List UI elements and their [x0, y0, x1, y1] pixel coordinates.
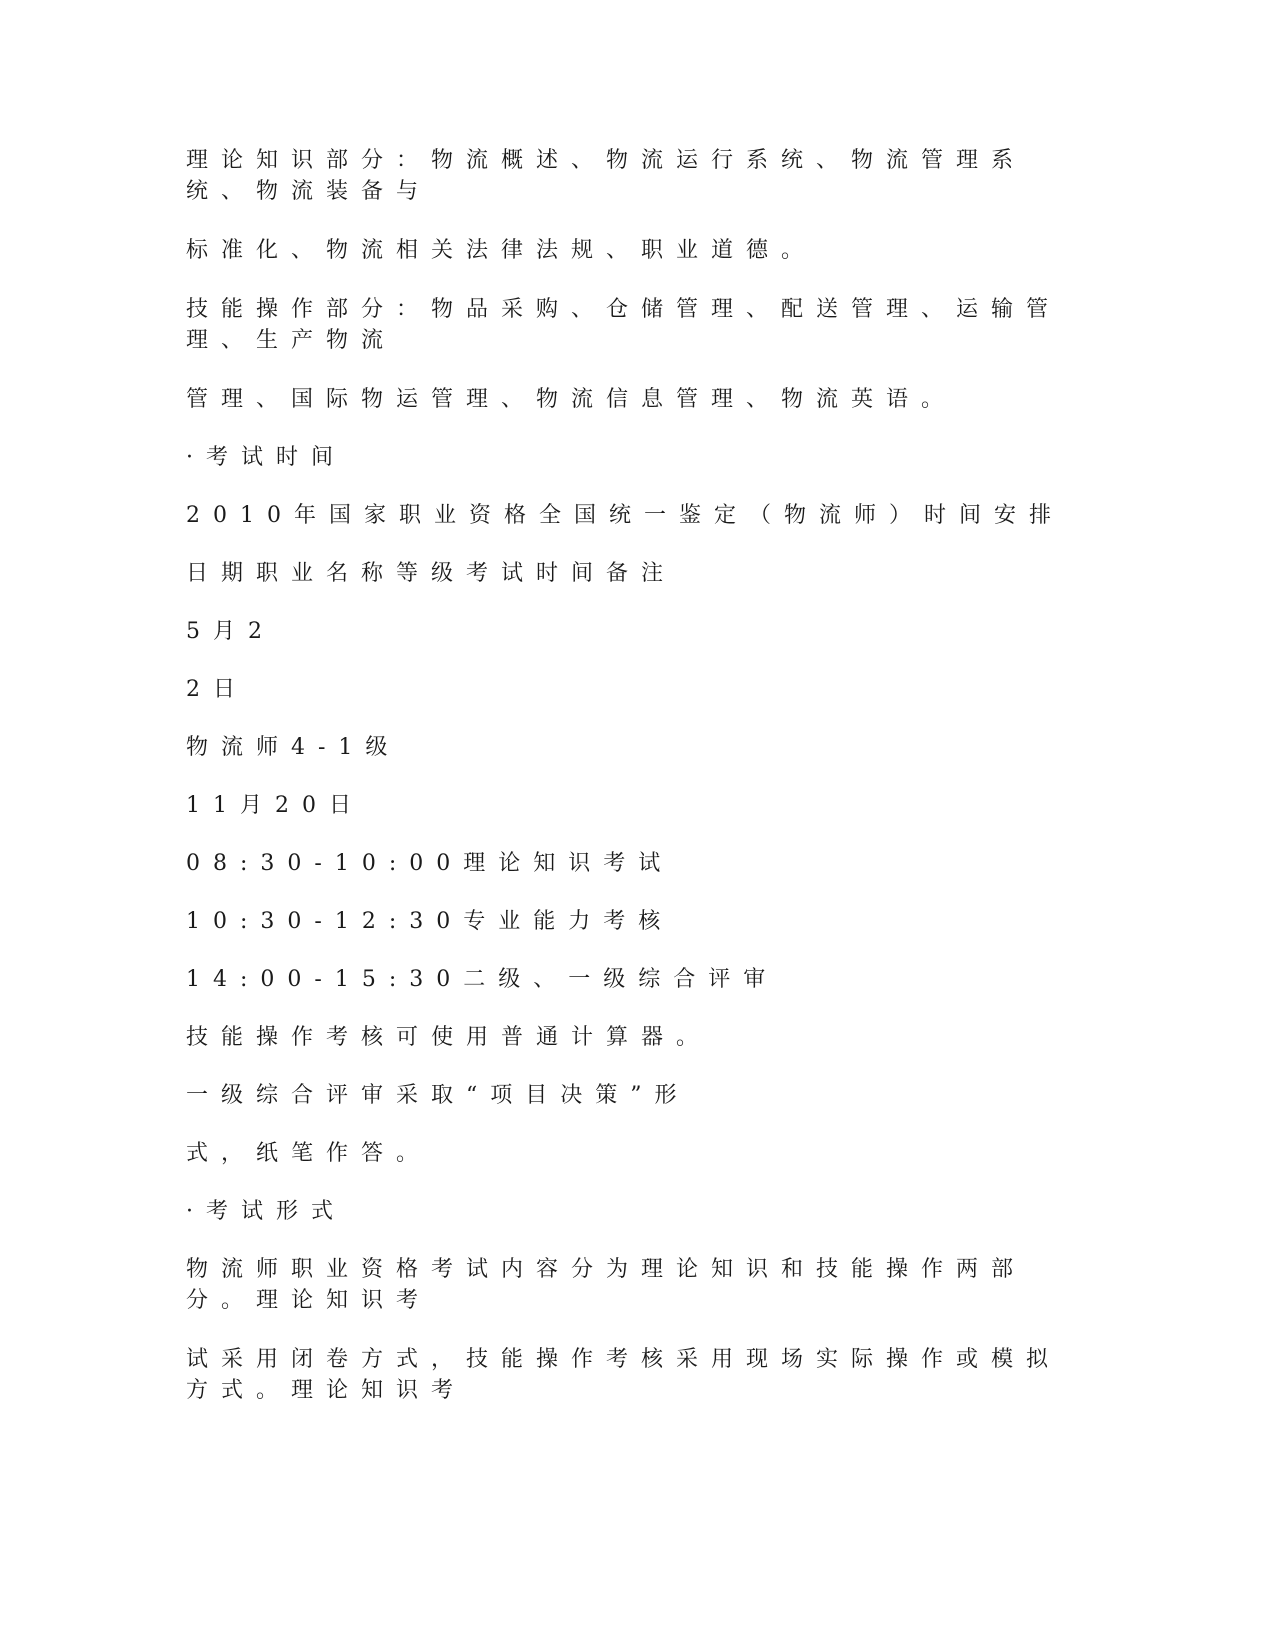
schedule-exam-date: 11月20日	[186, 793, 364, 818]
document-page	[186, 145, 1086, 1406]
paragraph-exam-format: 物流师职业资格考试内容分为理论知识和技能操作两部分。理论知识考	[186, 1257, 1027, 1313]
schedule-header-row: 日期职业名称等级考试时间备注	[186, 561, 677, 586]
paragraph-theory-topics-cont: 标准化、物流相关法律法规、职业道德。	[186, 238, 817, 263]
note-review-format-cont: 式，纸笔作答。	[186, 1141, 432, 1166]
note-calculator: 技能操作考核可使用普通计算器。	[186, 1025, 712, 1050]
paragraph-skill-topics: 技能操作部分：物品采购、仓储管理、配送管理、运输管理、生产物流	[186, 297, 1062, 353]
section-heading-exam-format: ·考试形式	[186, 1199, 346, 1224]
paragraph-theory-topics: 理论知识部分：物流概述、物流运行系统、物流管理系统、物流装备与	[186, 148, 1027, 204]
note-review-format: 一级综合评审采取“项目决策”形	[186, 1083, 690, 1108]
paragraph-schedule-title: 2010年国家职业资格全国统一鉴定（物流师）时间安排	[186, 503, 1064, 528]
paragraph-skill-topics-cont: 管理、国际物运管理、物流信息管理、物流英语。	[186, 387, 957, 412]
schedule-date-part2: 2日	[186, 677, 248, 702]
schedule-session-theory: 08:30-10:00理论知识考试	[186, 851, 674, 876]
schedule-session-review: 14:00-15:30二级、一级综合评审	[186, 967, 779, 992]
schedule-profession-level: 物流师4-1级	[186, 735, 401, 760]
schedule-session-skill: 10:30-12:30专业能力考核	[186, 909, 674, 934]
section-heading-exam-time: ·考试时间	[186, 445, 346, 470]
paragraph-exam-format-cont: 试采用闭卷方式，技能操作考核采用现场实际操作或模拟方式。理论知识考	[186, 1347, 1062, 1403]
schedule-date-part1: 5月2	[186, 619, 275, 644]
